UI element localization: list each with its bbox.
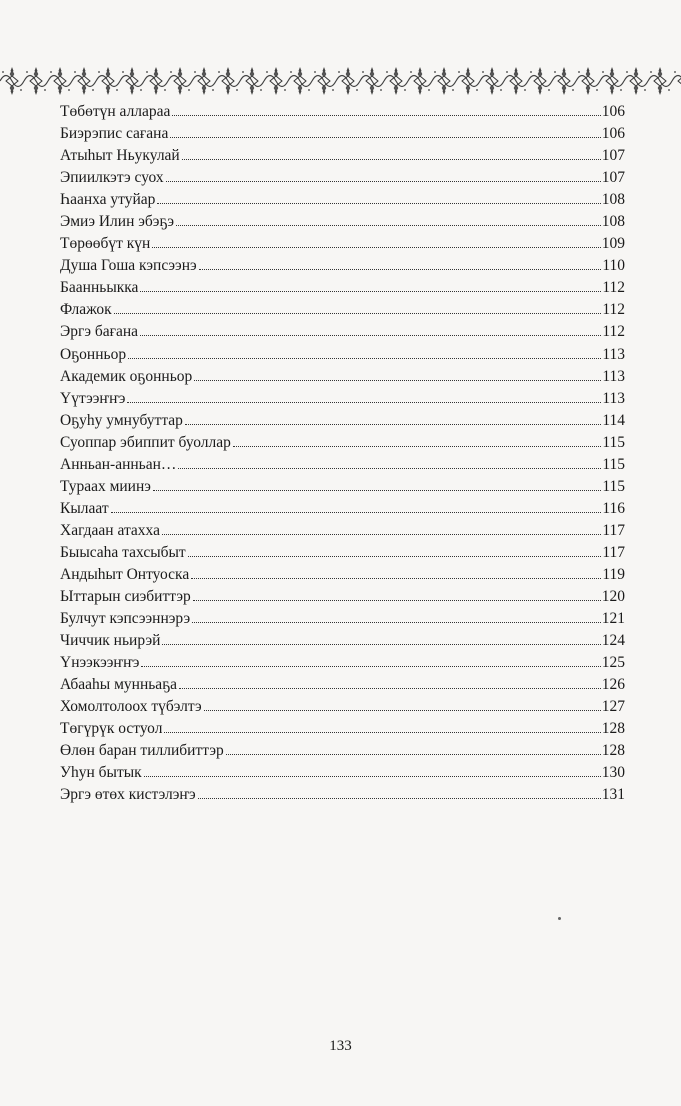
- toc-entry: [60, 145, 625, 167]
- toc-entry-page: 112: [602, 301, 625, 319]
- toc-entry-page: 113: [602, 367, 625, 385]
- toc-dot-leader: [164, 732, 600, 733]
- toc-entry: [60, 718, 625, 740]
- toc-entry-page: 128: [601, 720, 625, 738]
- toc-entry: [60, 520, 625, 542]
- toc-entry-title: Эмиэ Илин эбэҕэ: [60, 213, 175, 231]
- toc-entry-page: 116: [602, 499, 625, 517]
- toc-entry-title: Андыһыт Онтуоска: [60, 565, 190, 583]
- toc-dot-leader: [198, 798, 601, 799]
- toc-entry-title: Эргэ өтөх кистэлэҥэ: [60, 786, 196, 804]
- toc-entry-title: Төрөөбүт күн: [60, 235, 151, 253]
- toc-entry-page: 127: [601, 698, 625, 716]
- toc-entry: [60, 740, 625, 762]
- toc-entry-title: Анньан-анньан…: [60, 455, 177, 473]
- toc-entry: [60, 277, 625, 299]
- toc-dot-leader: [140, 335, 601, 336]
- toc-dot-leader: [178, 468, 601, 469]
- toc-entry: [60, 233, 625, 255]
- toc-entry-title: Оҕуһу умнубуттар: [60, 411, 183, 429]
- toc-dot-leader: [199, 269, 602, 270]
- toc-entry-page: 117: [602, 543, 625, 561]
- toc-dot-leader: [193, 600, 601, 601]
- toc-entry: [60, 674, 625, 696]
- toc-dot-leader: [176, 225, 601, 226]
- toc-dot-leader: [192, 622, 601, 623]
- toc-entry-title: Үнээкээҥҥэ: [60, 654, 140, 672]
- toc-entry: [60, 608, 625, 630]
- toc-entry-page: 128: [601, 742, 625, 760]
- toc-entry-title: Уһун бытык: [60, 764, 142, 782]
- toc-entry-page: 120: [601, 588, 625, 606]
- toc-entry: [60, 211, 625, 233]
- toc-entry: [60, 167, 625, 189]
- toc-dot-leader: [166, 181, 601, 182]
- toc-entry-page: 131: [601, 786, 625, 804]
- toc-entry-title: Флажок: [60, 301, 112, 319]
- toc-entry-page: 106: [601, 103, 625, 120]
- toc-dot-leader: [162, 644, 600, 645]
- toc-entry: [60, 454, 625, 476]
- toc-entry-page: 107: [601, 147, 625, 165]
- toc-entry-title: Тураах миинэ: [60, 477, 151, 495]
- toc-entry-title: Атыһыт Ньукулай: [60, 147, 180, 165]
- toc-entry-page: 108: [601, 191, 625, 209]
- toc-entry-page: 130: [601, 764, 625, 782]
- toc-dot-leader: [114, 313, 602, 314]
- toc-dot-leader: [157, 203, 600, 204]
- toc-dot-leader: [226, 754, 601, 755]
- toc-entry: [60, 432, 625, 454]
- toc-entry: [60, 586, 625, 608]
- toc-entry-title: Төбөтүн алларaа: [60, 103, 171, 120]
- toc-entry-page: 115: [602, 433, 625, 451]
- toc-dot-leader: [127, 402, 601, 403]
- toc-entry-page: 114: [602, 411, 625, 429]
- floral-border-ornament-icon: [0, 62, 681, 100]
- toc-entry-page: 109: [601, 235, 625, 253]
- toc-dot-leader: [153, 490, 601, 491]
- toc-entry-title: Быысаһа тахсыбыт: [60, 543, 186, 561]
- toc-dot-leader: [141, 666, 600, 667]
- toc-entry-title: Оҕонньор: [60, 345, 127, 363]
- toc-entry: [60, 762, 625, 784]
- toc-entry: [60, 784, 625, 806]
- toc-dot-leader: [194, 380, 601, 381]
- toc-entry: [60, 123, 625, 145]
- toc-dot-leader: [188, 556, 602, 557]
- toc-dot-leader: [152, 247, 600, 248]
- toc-entry-title: Төгүрүк остуол: [60, 720, 163, 738]
- toc-dot-leader: [204, 710, 601, 711]
- toc-dot-leader: [233, 446, 601, 447]
- toc-entry: [60, 630, 625, 652]
- toc-entry-title: Академик оҕонньор: [60, 367, 193, 385]
- toc-entry: [60, 101, 625, 123]
- toc-entry-page: 113: [602, 389, 625, 407]
- toc-entry-title: Өлөн баран тиллибиттэр: [60, 742, 224, 760]
- toc-dot-leader: [179, 688, 601, 689]
- toc-dot-leader: [162, 534, 601, 535]
- toc-entry-page: 125: [601, 654, 625, 672]
- toc-entry-title: Абааһы мунньаҕа: [60, 676, 178, 694]
- toc-entry-title: Чиччик ньирэй: [60, 632, 161, 650]
- toc-entry: [60, 410, 625, 432]
- toc-entry-title: Ыттарын сиэбиттэр: [60, 588, 191, 606]
- toc-entry: [60, 344, 625, 366]
- toc-dot-leader: [191, 578, 601, 579]
- toc-entry-page: 117: [602, 521, 625, 539]
- toc-entry-title: Үүтээҥҥэ: [60, 389, 126, 407]
- toc-entry-page: 112: [602, 323, 625, 341]
- toc-entry: [60, 189, 625, 211]
- toc-entry-title: Эпиилкэтэ суох: [60, 169, 164, 187]
- toc-entry-page: 107: [601, 169, 625, 187]
- toc-entry-page: 124: [601, 632, 625, 650]
- paper-speck: [558, 917, 561, 920]
- toc-entry-page: 110: [602, 257, 625, 275]
- toc-entry-title: Биэрэпис сағана: [60, 125, 169, 143]
- toc-entry: [60, 564, 625, 586]
- toc-dot-leader: [170, 137, 600, 138]
- toc-entry: [60, 542, 625, 564]
- toc-entry-page: 115: [602, 455, 625, 473]
- toc-entry: [60, 255, 625, 277]
- toc-dot-leader: [144, 776, 601, 777]
- toc-entry: [60, 388, 625, 410]
- toc-entry-page: 119: [602, 565, 625, 583]
- toc-entry-title: Һаанха утуйар: [60, 191, 156, 209]
- toc-entry-title: Кылаат: [60, 499, 109, 517]
- toc-entry-title: Хагдаан атахха: [60, 521, 160, 539]
- toc-entry-title: Баанньыкка: [60, 279, 139, 297]
- toc-entry-title: Эргэ бағана: [60, 323, 139, 341]
- toc-entry-page: 126: [601, 676, 625, 694]
- toc-dot-leader: [182, 159, 601, 160]
- toc-entry-page: 112: [602, 279, 625, 297]
- toc-entry-page: 113: [602, 345, 625, 363]
- toc-entry-page: 121: [601, 610, 625, 628]
- toc-entry-title: Булчут кэпсээннэрэ: [60, 610, 191, 628]
- toc-entry-page: 106: [601, 125, 625, 143]
- toc-entry: [60, 321, 625, 343]
- page-number: 133: [329, 1038, 352, 1054]
- toc-entry-page: 108: [601, 213, 625, 231]
- toc-entry-title: Хомолтолоох түбэлтэ: [60, 698, 202, 716]
- toc-dot-leader: [111, 512, 602, 513]
- toc-entry-title: Суоппар эбиппит буоллар: [60, 433, 231, 451]
- table-of-contents: [60, 101, 625, 807]
- toc-entry: [60, 476, 625, 498]
- toc-dot-leader: [128, 358, 601, 359]
- toc-entry: [60, 366, 625, 388]
- toc-entry-page: 115: [602, 477, 625, 495]
- toc-entry: [60, 299, 625, 321]
- toc-entry: [60, 498, 625, 520]
- toc-entry: [60, 652, 625, 674]
- toc-dot-leader: [185, 424, 601, 425]
- toc-dot-leader: [140, 291, 601, 292]
- toc-entry: [60, 696, 625, 718]
- toc-entry-title: Душа Гоша кэпсээнэ: [60, 257, 197, 275]
- toc-dot-leader: [172, 115, 600, 116]
